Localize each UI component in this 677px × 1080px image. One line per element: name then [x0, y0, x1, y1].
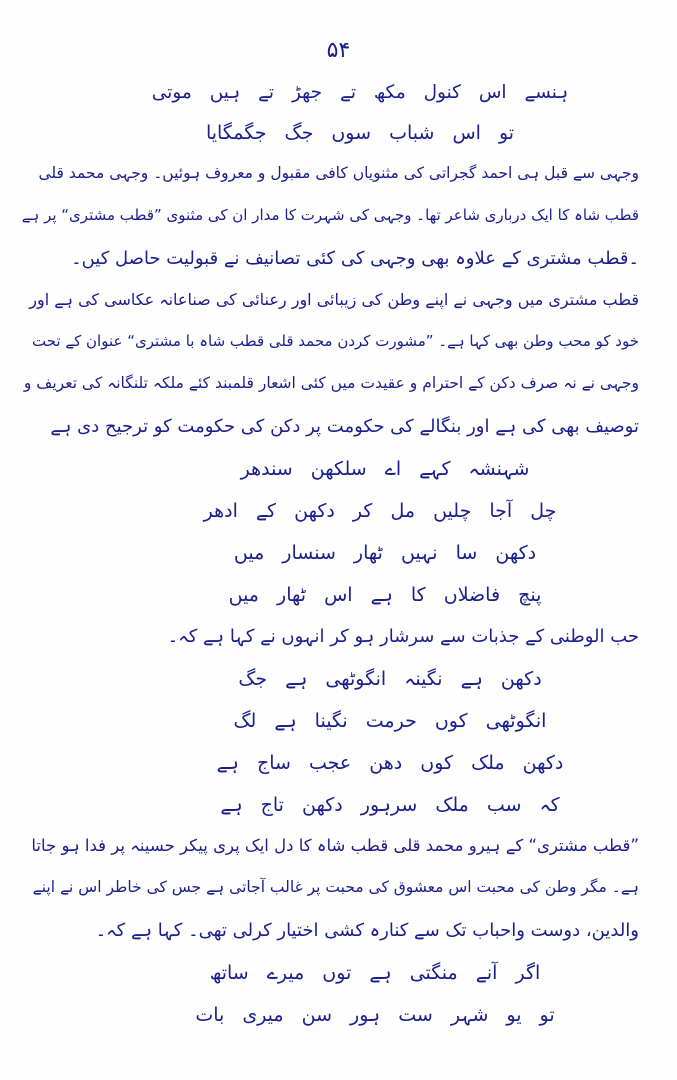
verse-line: دکھن ملک کوں دھن عجب ساج ہے	[216, 752, 564, 774]
prose-line: قطب مشتری میں وجہی نے اپنے وطن کی زیبائی اور رعنائی کی صناعانہ عکاسی کی ہے اور	[29, 290, 639, 309]
page-number: ۵۴	[326, 38, 351, 63]
verse-line: ہنسے اس کنول مکھ تے جھڑ تے ہیں موتی	[151, 82, 569, 103]
prose-line: وجہی سے قبل ہی احمد گجراتی کی مثنویاں کافی مقبول و معروف ہوئیں۔ وجہی محمد قلی	[38, 164, 639, 182]
verse-line: دکھن سا نہیں ٹھار سنسار میں	[233, 542, 537, 564]
prose-line: خود کو محب وطن بھی کہا ہے۔ ”مشورت کردن محمد قلی قطب شاہ با مشتری“ عنوان کے تحت	[31, 332, 639, 350]
prose-line: ”قطب مشتری“ کے ہیرو محمد قلی قطب شاہ کا دل ایک پری پیکر حسینہ پر فدا ہو جاتا	[31, 836, 639, 855]
verse-line: شہنشہ کہے اے سلکھن سندھر	[240, 458, 530, 480]
prose-line: ۔قطب مشتری کے علاوہ بھی وجہی کی کئی تصانیف نے قبولیت حاصل کیں۔	[71, 248, 639, 269]
prose-line: وجہی نے نہ صرف دکن کے احترام و عقیدت میں کئی اشعار قلمبند کئے ملکہ تلنگانہ کی تعریف و	[23, 374, 639, 392]
verse-line: تو اس شباب سوں جگ جگمگایا	[205, 122, 515, 144]
verse-line: پنچ فاضلاں کا ہے اس ٹھار میں	[228, 584, 542, 606]
verse-line: انگوٹھی کوں حرمت نگینا ہے لگ	[233, 710, 547, 732]
verse-line: چل آجا چلیں مل کر دکھن کے ادھر	[203, 500, 557, 522]
prose-line: قطب شاہ کا ایک درباری شاعر تھا۔ وجہی کی شہرت کا مدار ان کی مثنوی ”قطب مشتری“ پر ہے	[21, 206, 639, 224]
prose-line: حب الوطنی کے جذبات سے سرشار ہو کر انہوں نے کہا ہے کہ۔	[167, 626, 639, 647]
verse-line: کہ سب ملک سرہور دکھن تاج ہے	[220, 794, 560, 816]
prose-line: ہے۔ مگر وطن کی محبت اس معشوق کی محبت پر غالب آجاتی ہے جس کی خاطر اس نے اپنے	[32, 878, 639, 896]
verse-line: دکھن ہے نگینہ انگوٹھی ہے جگ	[238, 668, 542, 690]
prose-line: والدین، دوست واحباب تک سے کنارہ کشی اختیار کرلی تھی۔ کہا ہے کہ۔	[95, 920, 639, 941]
prose-line: توصیف بھی کی ہے اور بنگالے کی حکومت پر دکن کی حکومت کو ترجیح دی ہے	[50, 416, 639, 437]
verse-line: اگر آنے منگتی ہے توں میرے ساتھ	[209, 962, 541, 984]
verse-line: تو یو شہر ست ہور سن میری بات	[195, 1004, 555, 1026]
